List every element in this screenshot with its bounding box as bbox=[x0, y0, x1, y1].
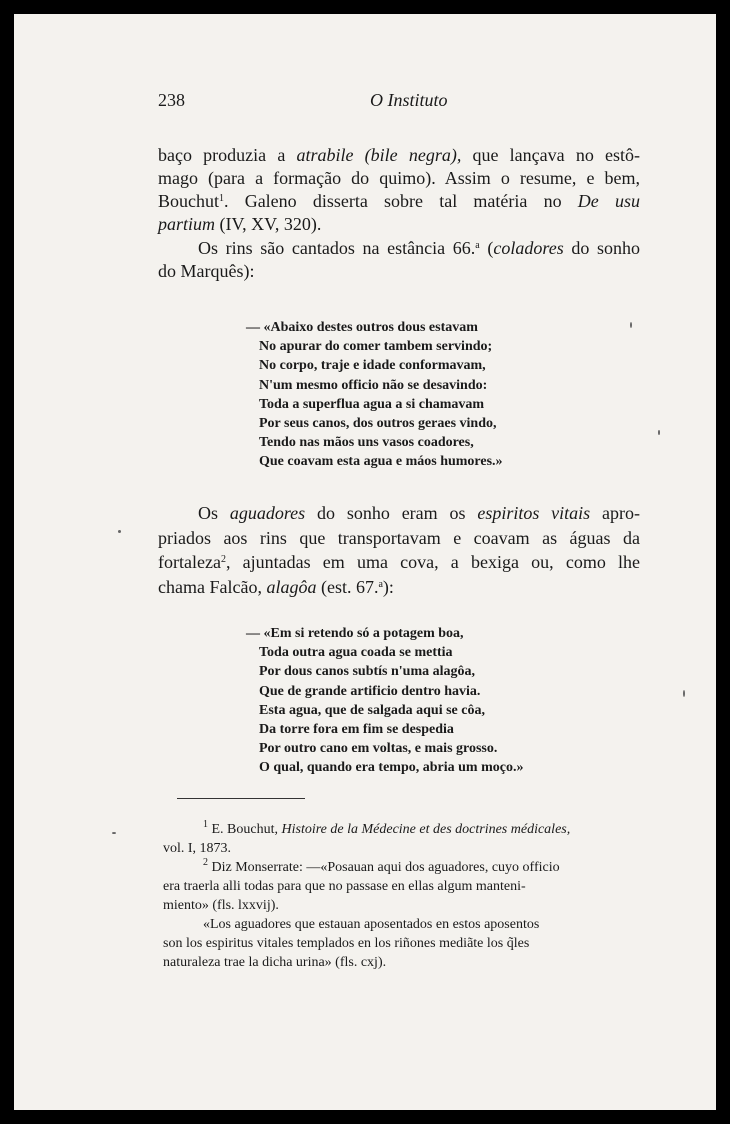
text-line: do Marquês): bbox=[158, 261, 255, 281]
verse-line: Toda a superflua agua a si chamavam bbox=[259, 396, 485, 412]
verse-line: Que de grande artificio dentro havia. bbox=[259, 683, 481, 699]
text-line: priados aos rins que transportavam e coavam as águas da bbox=[158, 527, 640, 548]
page-number: 238 bbox=[158, 90, 185, 110]
verse-line: Por seus canos, dos outros geraes vindo, bbox=[259, 416, 497, 432]
paper-speck bbox=[683, 690, 685, 697]
text-line: chama Falcão, alagôa (est. 67.$^a$): bbox=[158, 576, 394, 597]
verse-line: Que coavam esta agua e máos humores.» bbox=[259, 454, 503, 470]
footnote-ref: 1 bbox=[219, 193, 224, 204]
text-line: Bouchut$^1$. Galeno disserta sobre tal matéria no De usu bbox=[158, 191, 640, 211]
footnote-1-cont: vol. I, 1873. bbox=[163, 841, 232, 856]
verse-line: — «Abaixo destes outros dous estavam bbox=[246, 320, 478, 335]
verse-stanza-66 bbox=[246, 318, 503, 472]
text-line: partium (IV, XV, 320). bbox=[158, 214, 322, 234]
footnote-2-line: son los espiritus vitales templados en los riñones mediãte los q̃les bbox=[163, 936, 530, 951]
verse-line: Por outro cano em voltas, e mais grosso. bbox=[259, 741, 498, 757]
verse-line: No corpo, traje e idade conformavam, bbox=[259, 358, 486, 374]
footnote-2: $^2$ Diz Monserrate: —«Posauan aqui dos aguadores, cuyo officio bbox=[203, 857, 560, 875]
verse-line: No apurar do comer tambem servindo; bbox=[259, 339, 493, 355]
text-line: mago (para a formação do quimo). Assim o resume, e bem, bbox=[158, 168, 640, 188]
verse-line: N'um mesmo officio não se desavindo: bbox=[259, 377, 488, 393]
verse-line: Esta agua, que de salgada aqui se côa, bbox=[259, 702, 485, 718]
page-header bbox=[158, 90, 640, 118]
verse-stanza-67 bbox=[246, 624, 523, 778]
paper-speck bbox=[630, 322, 632, 328]
footnotes bbox=[163, 820, 643, 972]
verse-line: Por dous canos subtís n'uma alagôa, bbox=[259, 664, 476, 680]
paragraph-2 bbox=[158, 237, 640, 283]
footnote-2-line: miento» (fls. lxxvij). bbox=[163, 898, 279, 913]
footnote-1: $^1$ E. Bouchut, Histoire de la Médecine et des doctrines médicales, bbox=[203, 819, 571, 837]
footnote-2-line: era traerla alli todas para que no passase en ellas algum manteni- bbox=[163, 879, 526, 894]
text-line: Os aguadores do sonho eram os espiritos vitais apro- bbox=[198, 503, 640, 523]
footnote-divider bbox=[177, 798, 305, 799]
verse-line: Toda outra agua coada se mettia bbox=[259, 645, 453, 661]
verse-line: O qual, quando era tempo, abria um moço.» bbox=[259, 760, 524, 776]
paper-speck bbox=[658, 430, 660, 435]
footnote-2-line: naturaleza trae la dicha urina» (fls. cxj). bbox=[163, 955, 387, 970]
running-title: O Instituto bbox=[370, 90, 448, 110]
verse-line: — «Em si retendo só a potagem boa, bbox=[246, 626, 464, 641]
paper-speck bbox=[118, 530, 121, 533]
text-line: Os rins são cantados na estância 66.$^a$ (coladores do sonho bbox=[198, 238, 640, 258]
footnote-2-line: «Los aguadores que estauan aposentados en estos aposentos bbox=[203, 917, 540, 932]
paper-speck bbox=[112, 832, 116, 834]
text-line: baço produzia a atrabile (bile negra), que lançava no estô- bbox=[158, 145, 640, 165]
verse-line: Tendo nas mãos uns vasos coadores, bbox=[259, 435, 474, 451]
paragraph-1 bbox=[158, 144, 640, 236]
text-line: fortaleza$^2$, ajuntadas em uma cova, a bexiga ou, como lhe bbox=[158, 552, 640, 572]
verse-line: Da torre fora em fim se despedia bbox=[259, 722, 454, 738]
footnote-ref: 2 bbox=[220, 554, 226, 565]
paragraph-3 bbox=[158, 501, 640, 599]
